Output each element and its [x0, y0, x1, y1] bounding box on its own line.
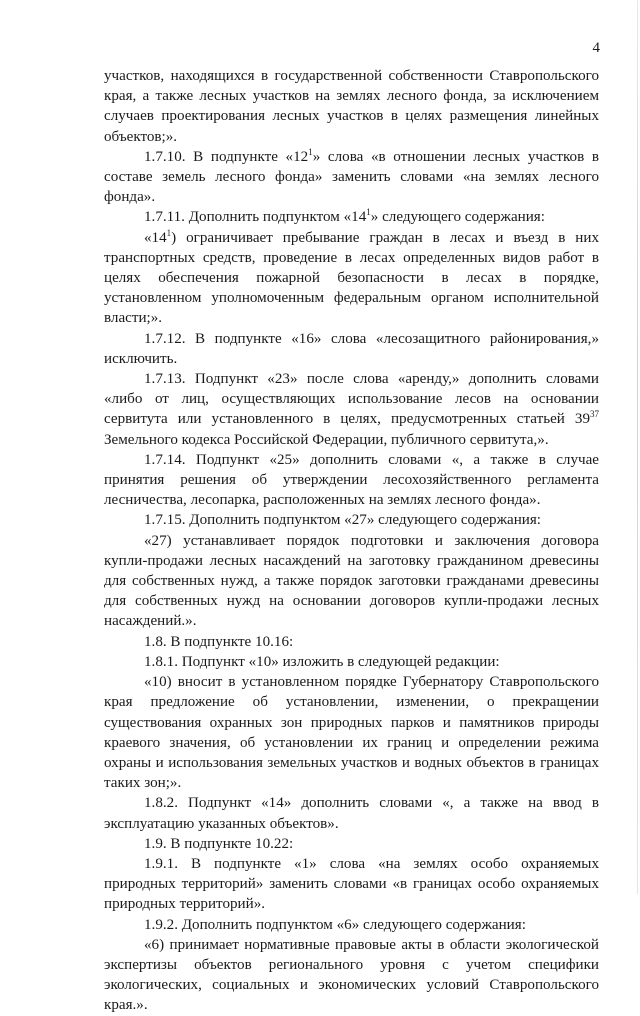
paragraph-text: 1.7.13. Подпункт «23» после слова «аренду,» дополнить словами «либо от лиц, осуществляющих использование лесов на основании сервитута или установленного в целях, предусмотренных статьей 39: [104, 371, 599, 428]
paragraph-text: ) ограничивает пребывание граждан в лесах и въезд в них транспортных средств, проведение в лесах определенных видов работ в целях обеспечения пожарной безопасности в лесах в порядке, установленном уполномоченным федеральным органом исполнительной власти;».: [104, 229, 599, 327]
paragraph-1-7-10: [104, 147, 599, 208]
superscript: 1: [366, 207, 371, 218]
paragraph-10-text: «10) вносит в установленном порядке Губернатору Ставропольского края предложение об установлении, изменении, о прекращении существования охранных зон природных парков и памятников природы краевого значения, об установлении их границ и определении режима охраны и использования земельных участков и водных объектов в границах таких зон;».: [104, 674, 599, 792]
superscript: 37: [590, 409, 599, 420]
paragraph-1-7-14: 1.7.14. Подпункт «25» дополнить словами «, а также в случае принятия решения об утверждении лесохозяйственного регламента лесничества, лесопарка, расположенных на землях лесного фонда».: [104, 451, 599, 509]
paragraph-14-1-text: [104, 228, 599, 329]
superscript: 1: [308, 146, 313, 157]
paragraph-1-8-1: 1.8.1. Подпункт «10» изложить в следующей редакции:: [144, 653, 500, 670]
paragraph-1-9-1: 1.9.1. В подпункте «1» слова «на землях особо охраняемых природных территорий» заменить словами «в границах особо охраняемых природных территорий».: [104, 855, 599, 913]
paragraph-text: 1.7.11. Дополнить подпунктом «14: [144, 209, 367, 226]
paragraph-1-7-12: 1.7.12. В подпункте «16» слова «лесозащитного районирования,» исключить.: [104, 330, 599, 367]
paragraph-1-8-2: 1.8.2. Подпункт «14» дополнить словами «, а также на ввод в эксплуатацию указанных объектов».: [104, 795, 599, 832]
paragraph-text: «14: [144, 229, 167, 246]
paragraph-1-7-13: [104, 369, 599, 450]
paragraph-1-9-2: 1.9.2. Дополнить подпунктом «6» следующего содержания:: [144, 916, 526, 933]
superscript: 1: [166, 227, 172, 238]
paragraph-1-7-15: 1.7.15. Дополнить подпунктом «27» следующего содержания:: [144, 512, 541, 529]
paragraph-1: участков, находящихся в государственной собственности Ставропольского края, а также лесных участков на землях лесного фонда, за исключением случаев проектирования лесных участков в целях размещения линейных объектов;».: [104, 68, 599, 145]
document-body: [104, 66, 599, 1016]
paragraph-6-text: «6) принимает нормативные правовые акты в области экологической экспертизы объектов регионального уровня с учетом специфики экологических, социальных и экономических условий Ставропольского края.».: [104, 936, 599, 1014]
paragraph-text: Земельного кодекса Российской Федерации, публичного сервитута,».: [104, 431, 549, 448]
page-number: 4: [592, 40, 600, 56]
scan-edge-line: [637, 0, 638, 894]
paragraph-1-7-11: [104, 207, 599, 227]
paragraph-1-8: 1.8. В подпункте 10.16:: [144, 633, 294, 650]
paragraph-text: » следующего содержания:: [370, 209, 545, 226]
paragraph-1-9: 1.9. В подпункте 10.22:: [144, 835, 294, 852]
paragraph-27-text: «27) устанавливает порядок подготовки и заключения договора купли-продажи лесных насаждений на заготовку гражданином древесины для собственных нужд, а также порядок заготовки гражданами древесины для собственных нужд на основании договоров купли-продажи лесных насаждений.».: [104, 532, 599, 630]
paragraph-text: 1.7.10. В подпункте «12: [144, 148, 309, 165]
paragraph-text: » слова «в отношении лесных участков в составе земель лесного фонда» заменить словами «на землях лесного фонда».: [104, 148, 599, 206]
